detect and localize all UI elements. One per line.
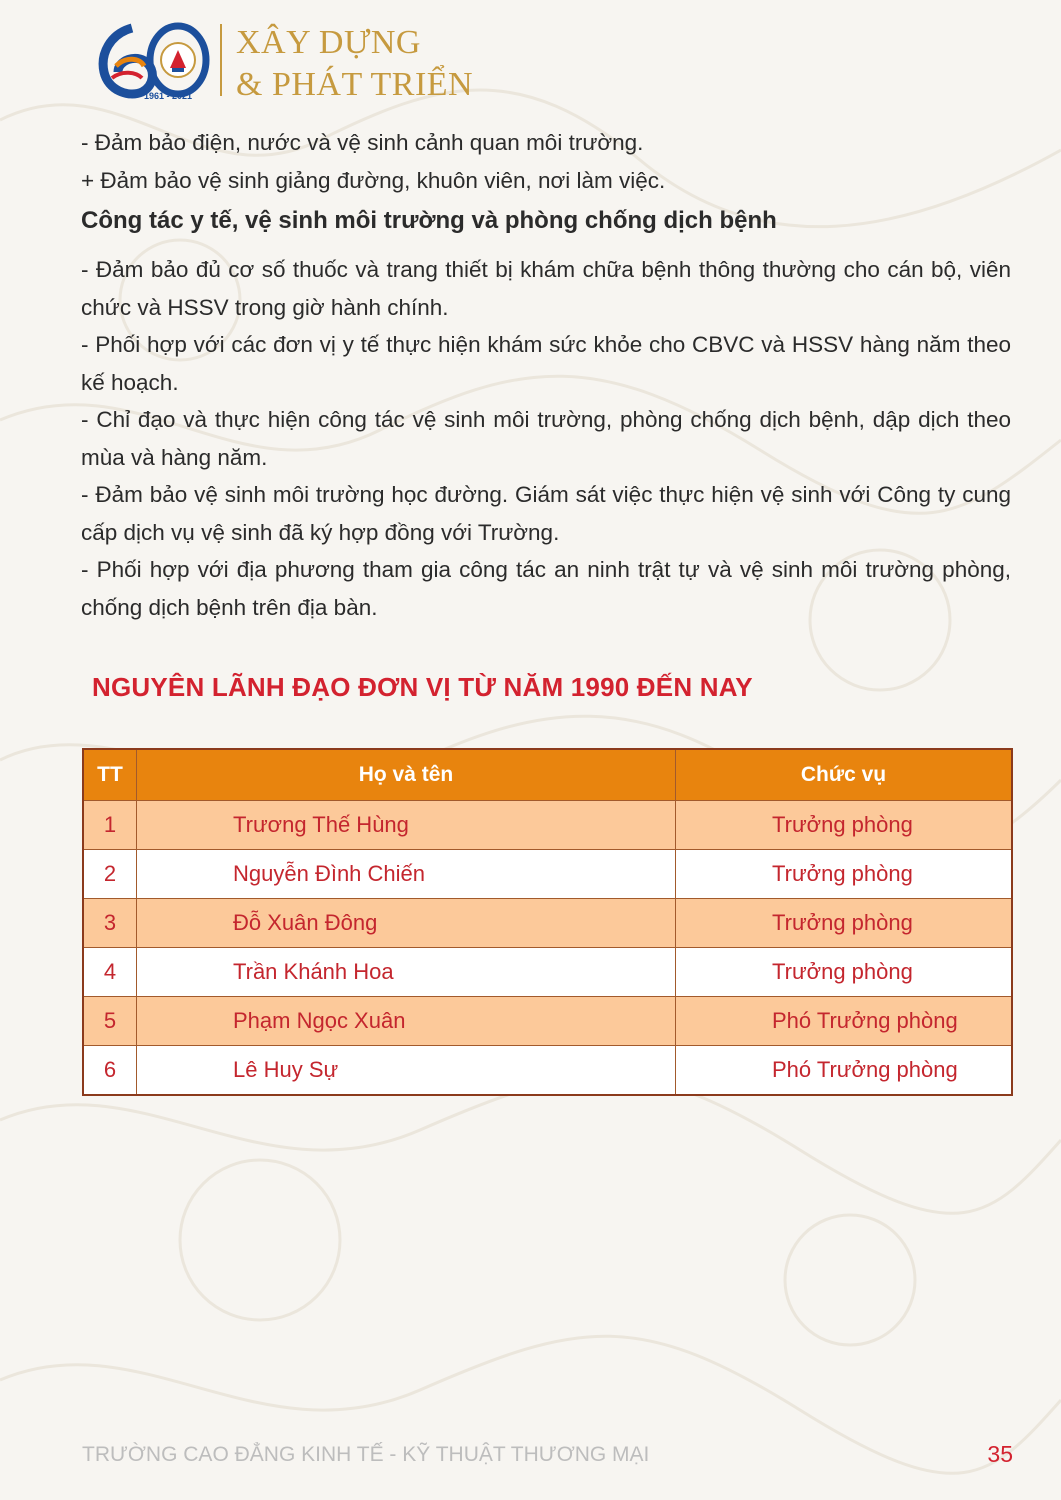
cell-tt: 1 — [83, 801, 137, 850]
cell-role: Trưởng phòng — [676, 850, 1013, 899]
cell-name: Nguyễn Đình Chiến — [137, 850, 676, 899]
cell-role: Phó Trưởng phòng — [676, 1046, 1013, 1096]
table-row — [83, 997, 1012, 1046]
header-role: Chức vụ — [676, 749, 1013, 801]
main-content — [81, 124, 1011, 626]
cell-name: Trương Thế Hùng — [137, 801, 676, 850]
table-row — [83, 1046, 1012, 1096]
cell-tt: 3 — [83, 899, 137, 948]
cell-tt: 2 — [83, 850, 137, 899]
cell-role: Phó Trưởng phòng — [676, 997, 1013, 1046]
paragraph: - Chỉ đạo và thực hiện công tác vệ sinh môi trường, phòng chống dịch bệnh, dập dịch theo mùa và hàng năm. — [81, 407, 1011, 470]
leaders-title: NGUYÊN LÃNH ĐẠO ĐƠN VỊ TỪ NĂM 1990 ĐẾN NAY — [92, 672, 753, 702]
cell-role: Trưởng phòng — [676, 948, 1013, 997]
paragraph: - Đảm bảo điện, nước và vệ sinh cảnh quan môi trường. — [81, 130, 644, 155]
header — [96, 20, 516, 110]
footer-school-name: TRƯỜNG CAO ĐẲNG KINH TẾ - KỸ THUẬT THƯƠNG MẠI — [82, 1443, 650, 1466]
paragraph: - Đảm bảo đủ cơ số thuốc và trang thiết bị khám chữa bệnh thông thường cho cán bộ, viên chức và HSSV trong giờ hành chính. — [81, 257, 1011, 320]
section-heading: Công tác y tế, vệ sinh môi trường và phòng chống dịch bệnh — [81, 207, 777, 234]
table-row — [83, 948, 1012, 997]
cell-name: Đỗ Xuân Đông — [137, 899, 676, 948]
cell-name: Phạm Ngọc Xuân — [137, 997, 676, 1046]
leaders-table — [82, 748, 1013, 1096]
table-row — [83, 801, 1012, 850]
cell-role: Trưởng phòng — [676, 801, 1013, 850]
paragraph: - Phối hợp với địa phương tham gia công tác an ninh trật tự và vệ sinh môi trường phòng, chống dịch bệnh trên địa bàn. — [81, 557, 1011, 620]
cell-name: Trần Khánh Hoa — [137, 948, 676, 997]
header-title-line1: XÂY DỰNG — [236, 24, 421, 61]
header-title-line2: & PHÁT TRIỂN — [236, 66, 474, 103]
cell-tt: 6 — [83, 1046, 137, 1096]
paragraph: + Đảm bảo vệ sinh giảng đường, khuôn viên, nơi làm việc. — [81, 167, 666, 193]
header-divider — [220, 24, 222, 96]
header-name: Họ và tên — [137, 749, 676, 801]
paragraph: - Phối hợp với các đơn vị y tế thực hiện khám sức khỏe cho CBVC và HSSV hàng năm theo kế hoạch. — [81, 332, 1011, 395]
cell-tt: 5 — [83, 997, 137, 1046]
table-row — [83, 899, 1012, 948]
paragraph: - Đảm bảo vệ sinh môi trường học đường. Giám sát việc thực hiện vệ sinh với Công ty cung cấp dịch vụ vệ sinh đã ký hợp đồng với Trường. — [81, 482, 1011, 545]
page-number: 35 — [987, 1441, 1013, 1467]
cell-name: Lê Huy Sự — [137, 1046, 676, 1096]
cell-role: Trưởng phòng — [676, 899, 1013, 948]
cell-tt: 4 — [83, 948, 137, 997]
table-header-row — [83, 749, 1012, 801]
header-tt: TT — [83, 749, 137, 801]
logo-years: 1961 - 2021 — [144, 91, 193, 101]
table-row — [83, 850, 1012, 899]
